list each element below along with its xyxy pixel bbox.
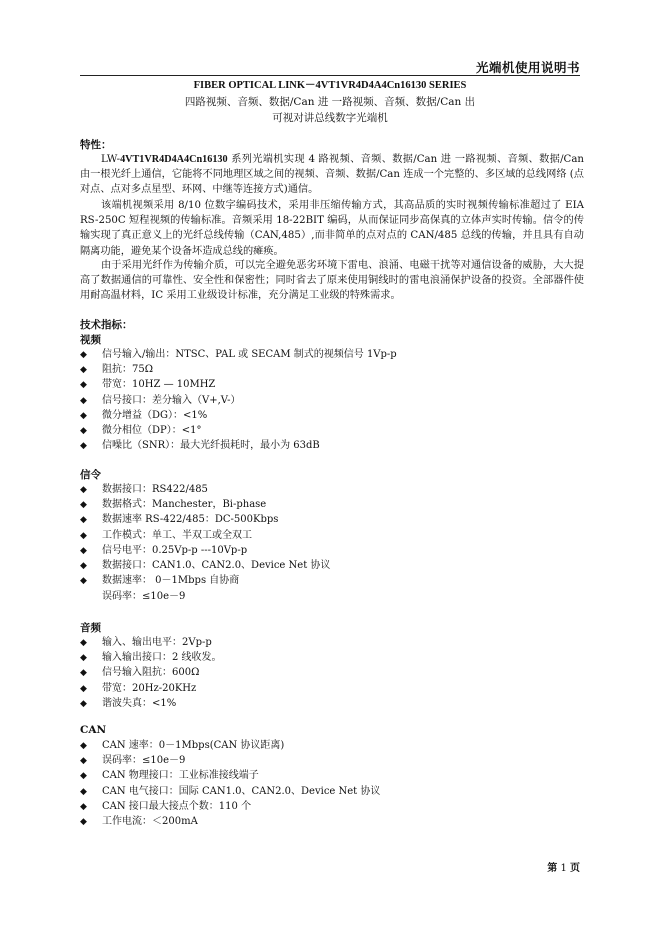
page-footer: [547, 859, 580, 874]
diamond-bullet-icon: ◆: [80, 771, 87, 782]
manual-title: 光端机使用说明书: [475, 60, 580, 75]
spec-list-item: [80, 784, 380, 799]
page-number: 1: [560, 863, 567, 874]
spec-list-item: [80, 558, 330, 573]
spec-item-text: 数据速率 RS-422/485：DC-500Kbps: [102, 514, 279, 526]
audio-heading: 音频: [80, 622, 101, 634]
spec-list-item: [80, 768, 380, 783]
spec-item-text: CAN 电气接口：国际 CAN1.0、CAN2.0、Device Net 协议: [102, 785, 381, 797]
video-heading: 视频: [80, 334, 101, 346]
signal-spec-list: [80, 482, 330, 588]
diamond-bullet-icon: ◆: [80, 816, 87, 827]
spec-list-item: [80, 635, 222, 650]
spec-list-item: [80, 393, 397, 408]
diamond-bullet-icon: ◆: [80, 668, 87, 679]
can-spec-list: [80, 738, 380, 829]
spec-item-text: 输入、输出电平：2Vp-p: [102, 637, 212, 648]
header-rule: [80, 75, 580, 76]
specs-heading: 技术指标：: [80, 319, 133, 331]
diamond-bullet-icon: ◆: [80, 801, 87, 812]
spec-list-item: [80, 362, 397, 377]
spec-list-item: [80, 799, 380, 814]
spec-list-item: [80, 423, 397, 438]
spec-item-text: 工作模式：单工、半双工或全双工: [102, 529, 252, 541]
diamond-bullet-icon: ◆: [80, 576, 87, 587]
diamond-bullet-icon: ◆: [80, 786, 87, 797]
diamond-bullet-icon: ◆: [80, 741, 87, 751]
spec-item-text: CAN 速率：0－1Mbps(CAN 协议距离): [102, 740, 285, 751]
diamond-bullet-icon: ◆: [80, 425, 87, 436]
spec-list-item: [80, 497, 330, 512]
spec-list-item: [80, 696, 222, 711]
page-label-prefix: 第: [547, 863, 558, 874]
spec-item-text: CAN 物理接口：工业标准接线端子: [102, 770, 259, 782]
diamond-bullet-icon: ◆: [80, 698, 87, 709]
diamond-bullet-icon: ◆: [80, 365, 87, 376]
spec-item-text: 带宽：20Hz-20KHz: [102, 682, 197, 694]
spec-item-text: 谐波失真：<1%: [102, 697, 177, 709]
diamond-bullet-icon: ◆: [80, 545, 87, 556]
diamond-bullet-icon: ◆: [80, 515, 87, 526]
spec-item-text: 信号接口：差分输入（V+,V-）: [102, 394, 241, 406]
diamond-bullet-icon: ◆: [80, 530, 87, 541]
spec-item-text: 输入输出接口：2 线收发。: [102, 652, 222, 664]
diamond-bullet-icon: ◆: [80, 380, 87, 391]
spec-list-item: [80, 681, 222, 696]
spec-item-text: 带宽：10HZ — 10MHZ: [102, 379, 216, 391]
diamond-bullet-icon: ◆: [80, 560, 87, 571]
spec-item-text: 微分相位（DP）：<1°: [102, 424, 202, 436]
spec-item-text: 数据接口：CAN1.0、CAN2.0、Device Net 协议: [102, 559, 331, 571]
model-number: 4VT1VR4D4A4Cn16130: [120, 154, 228, 165]
signal-error-rate: 误码率：≤10e－9: [102, 591, 186, 602]
product-subtitle: 四路视频、音频、数据/Can 进 一路视频、音频、数据/Can 出: [184, 96, 476, 108]
diamond-bullet-icon: ◆: [80, 485, 87, 495]
diamond-bullet-icon: ◆: [80, 441, 87, 452]
signal-heading: 信令: [80, 469, 101, 481]
diamond-bullet-icon: ◆: [80, 683, 87, 694]
spec-list-item: [80, 377, 397, 392]
spec-list-item: [80, 528, 330, 543]
spec-list-item: [80, 665, 222, 680]
spec-list-item: [80, 512, 330, 527]
features-paragraph-3: 由于采用光纤作为传输介质，可以完全避免恶劣环境下雷电、浪涌、电磁干扰等对通信设备的威胁，大大提高了数据通信的可靠性、安全性和保密性；同时省去了原来使用铜线时的雷电浪涌保护设备的投资。全部器件使用耐高温材料，IC 采用工业级设计标准，充分满足工业级的特殊需求。: [80, 260, 584, 302]
spec-list-item: [80, 543, 330, 558]
spec-list-item: [80, 438, 397, 453]
diamond-bullet-icon: ◆: [80, 500, 87, 511]
model-prefix: LW-: [101, 154, 121, 165]
spec-list-item: [80, 482, 330, 497]
spec-item-text: 信号输入/输出：NTSC、PAL 或 SECAM 制式的视频信号 1Vp-p: [102, 349, 397, 360]
signal-continuation-wrap: [80, 589, 185, 604]
spec-item-text: 数据速率： 0－1Mbps 自协商: [102, 575, 240, 587]
features-paragraph-2: 该端机视频采用 8/10 位数字编码技术，采用非压缩传输方式，其高品质的实时视频传输标准超过了 EIA RS-250C 短程视频的传输标准。音频采用 18-22BIT 编码，从而保证同步高保真的立体声实时传输。信令的传输实现了真正意义上的光纤总线传输（CAN,485）,而非简单的点对点的 CAN/485 总线的传输，并且具有自动隔离功能，避免某个设备坏造成总线的瘫痪。: [80, 200, 584, 257]
diamond-bullet-icon: ◆: [80, 638, 87, 648]
spec-list-item: [80, 408, 397, 423]
spec-item-text: 误码率：≤10e－9: [102, 755, 186, 767]
features-heading: 特性：: [80, 139, 112, 151]
diamond-bullet-icon: ◆: [80, 395, 87, 406]
diamond-bullet-icon: ◆: [80, 350, 87, 360]
audio-spec-list: [80, 635, 222, 711]
spec-item-text: 信噪比（SNR）：最大光纤损耗时，最小为 63dB: [102, 440, 320, 452]
spec-list-item: [80, 650, 222, 665]
product-description: 可视对讲总线数字光端机: [272, 112, 388, 124]
spec-list-item: [80, 347, 397, 362]
spec-item-text: 信号输入阻抗：600Ω: [102, 667, 200, 679]
diamond-bullet-icon: ◆: [80, 756, 87, 767]
spec-list-item: [80, 573, 330, 588]
spec-item-text: 阻抗：75Ω: [102, 364, 154, 376]
product-series-title: FIBER OPTICAL LINK－4VT1VR4D4A4Cn16130 SERIES: [193, 80, 467, 91]
spec-item-text: 信号电平：0.25Vp-p ---10Vp-p: [102, 544, 248, 556]
spec-list-item: [80, 814, 380, 829]
spec-item-text: CAN 接口最大接点个数：110 个: [102, 800, 252, 812]
page-label-suffix: 页: [570, 863, 580, 874]
video-spec-list: [80, 347, 397, 453]
spec-item-text: 数据格式：Manchester，Bi-phase: [102, 499, 267, 511]
diamond-bullet-icon: ◆: [80, 410, 87, 421]
features-text-1: 系列光端机实现 4 路视频、音频、数据/Can 进 一路视频、音频、数据/Can 由一根光纤上通信，它能将不同地理区域之间的视频、音频、数据/Can 连成一个完整的、多区域的总线网络 (点对点、点对多点星型、环网、中继等连接方式)通信。: [80, 154, 584, 196]
diamond-bullet-icon: ◆: [80, 653, 87, 664]
spec-list-item: [80, 738, 380, 753]
can-heading: CAN: [80, 724, 107, 736]
features-paragraph-1: [80, 152, 584, 198]
spec-item-text: 数据接口：RS422/485: [102, 484, 208, 495]
spec-item-text: 微分增益（DG）：<1%: [102, 409, 208, 421]
spec-item-text: 工作电流：＜200mA: [102, 815, 198, 827]
spec-list-item: [80, 753, 380, 768]
